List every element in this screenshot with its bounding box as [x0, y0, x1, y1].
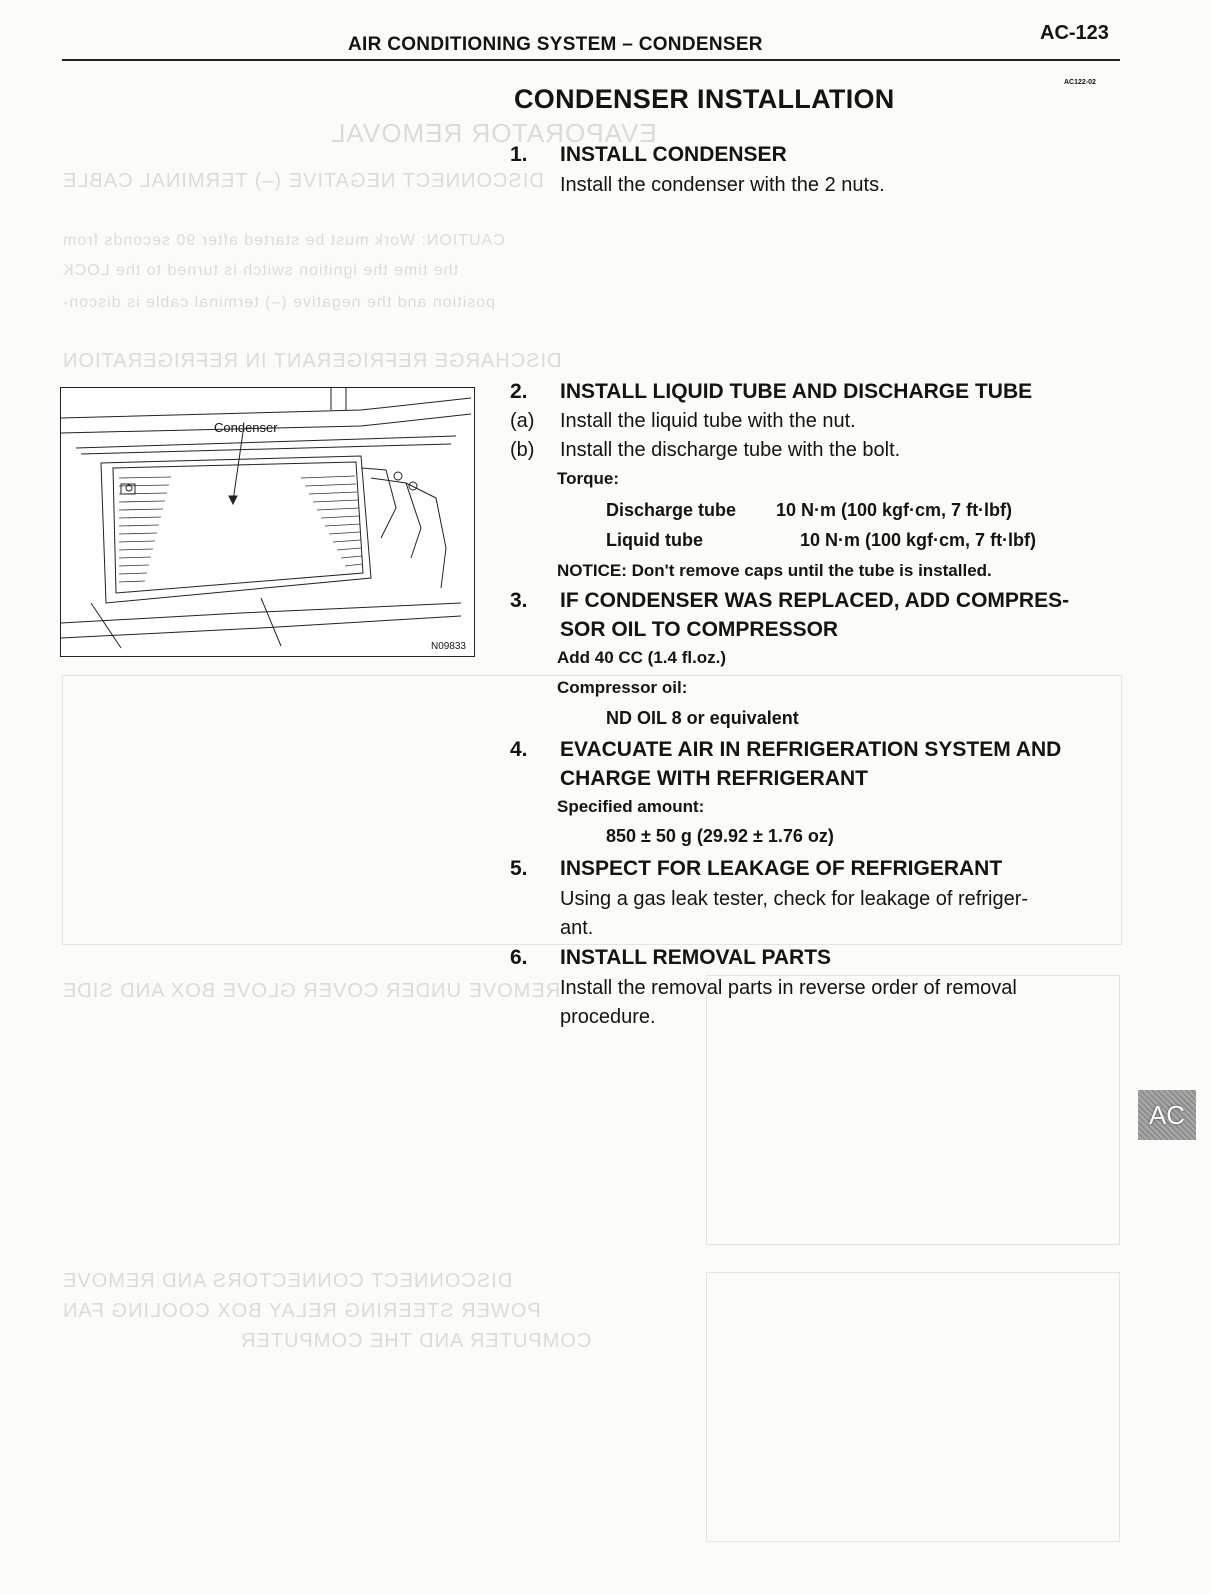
- step-5-title: INSPECT FOR LEAKAGE OF REFRIGERANT: [560, 857, 1003, 880]
- notice-text: NOTICE: Don't remove caps until the tube is installed.: [557, 561, 992, 580]
- step-2a-text: Install the liquid tube with the nut.: [560, 410, 856, 432]
- header-rule: [62, 59, 1120, 61]
- page-number: AC-123: [1040, 22, 1109, 44]
- step-2b-label: (b): [510, 439, 535, 461]
- step-4-title-line1: EVACUATE AIR IN REFRIGERATION SYSTEM AND: [560, 738, 1062, 761]
- step-3-title-line2: SOR OIL TO COMPRESSOR: [560, 618, 839, 641]
- compressor-oil-value: ND OIL 8 or equivalent: [606, 708, 799, 728]
- compressor-oil-label: Compressor oil:: [557, 678, 688, 697]
- step-4-number: 4.: [510, 738, 528, 761]
- figure-id: N09833: [430, 641, 466, 652]
- step-2b-text: Install the discharge tube with the bolt.: [560, 439, 901, 461]
- torque-label: Torque:: [557, 469, 620, 488]
- step-2-number: 2.: [510, 380, 528, 403]
- step-2a-label: (a): [510, 410, 535, 432]
- step-5-body-line1: Using a gas leak tester, check for leakage of refriger-: [560, 888, 1029, 910]
- specified-amount-label: Specified amount:: [557, 797, 705, 816]
- section-title: CONDENSER INSTALLATION: [514, 84, 895, 114]
- step-6-body-line1: Install the removal parts in reverse order of removal: [560, 977, 1017, 999]
- section-tab-label: AC: [1148, 1099, 1186, 1130]
- step-2-title: INSTALL LIQUID TUBE AND DISCHARGE TUBE: [560, 380, 1033, 403]
- step-5-body-line2: ant.: [560, 917, 594, 939]
- step-1-body: Install the condenser with the 2 nuts.: [560, 174, 885, 196]
- section-code: AC122-02: [1064, 79, 1096, 86]
- condenser-figure: [60, 387, 475, 657]
- step-3-add: Add 40 CC (1.4 fl.oz.): [557, 648, 727, 667]
- step-6-title: INSTALL REMOVAL PARTS: [560, 946, 832, 969]
- step-5-number: 5.: [510, 857, 528, 880]
- torque-discharge-name: Discharge tube: [606, 500, 737, 520]
- page-header-title: AIR CONDITIONING SYSTEM – CONDENSER: [348, 34, 763, 55]
- step-1-title: INSTALL CONDENSER: [560, 143, 787, 166]
- section-tab-ac: [1138, 1090, 1196, 1140]
- step-6-body-line2: procedure.: [560, 1006, 656, 1028]
- step-3-number: 3.: [510, 589, 528, 612]
- specified-amount-value: 850 ± 50 g (29.92 ± 1.76 oz): [606, 826, 834, 846]
- torque-discharge-value: 10 N·m (100 kgf·cm, 7 ft·lbf): [776, 500, 1013, 520]
- step-1-number: 1.: [510, 143, 528, 166]
- figure-label-condenser: Condenser: [214, 420, 278, 435]
- torque-liquid-value: 10 N·m (100 kgf·cm, 7 ft·lbf): [800, 530, 1037, 550]
- torque-liquid-name: Liquid tube: [606, 530, 703, 550]
- step-6-number: 6.: [510, 946, 528, 969]
- step-4-title-line2: CHARGE WITH REFRIGERANT: [560, 767, 868, 790]
- step-3-title-line1: IF CONDENSER WAS REPLACED, ADD COMPRES-: [560, 589, 1070, 612]
